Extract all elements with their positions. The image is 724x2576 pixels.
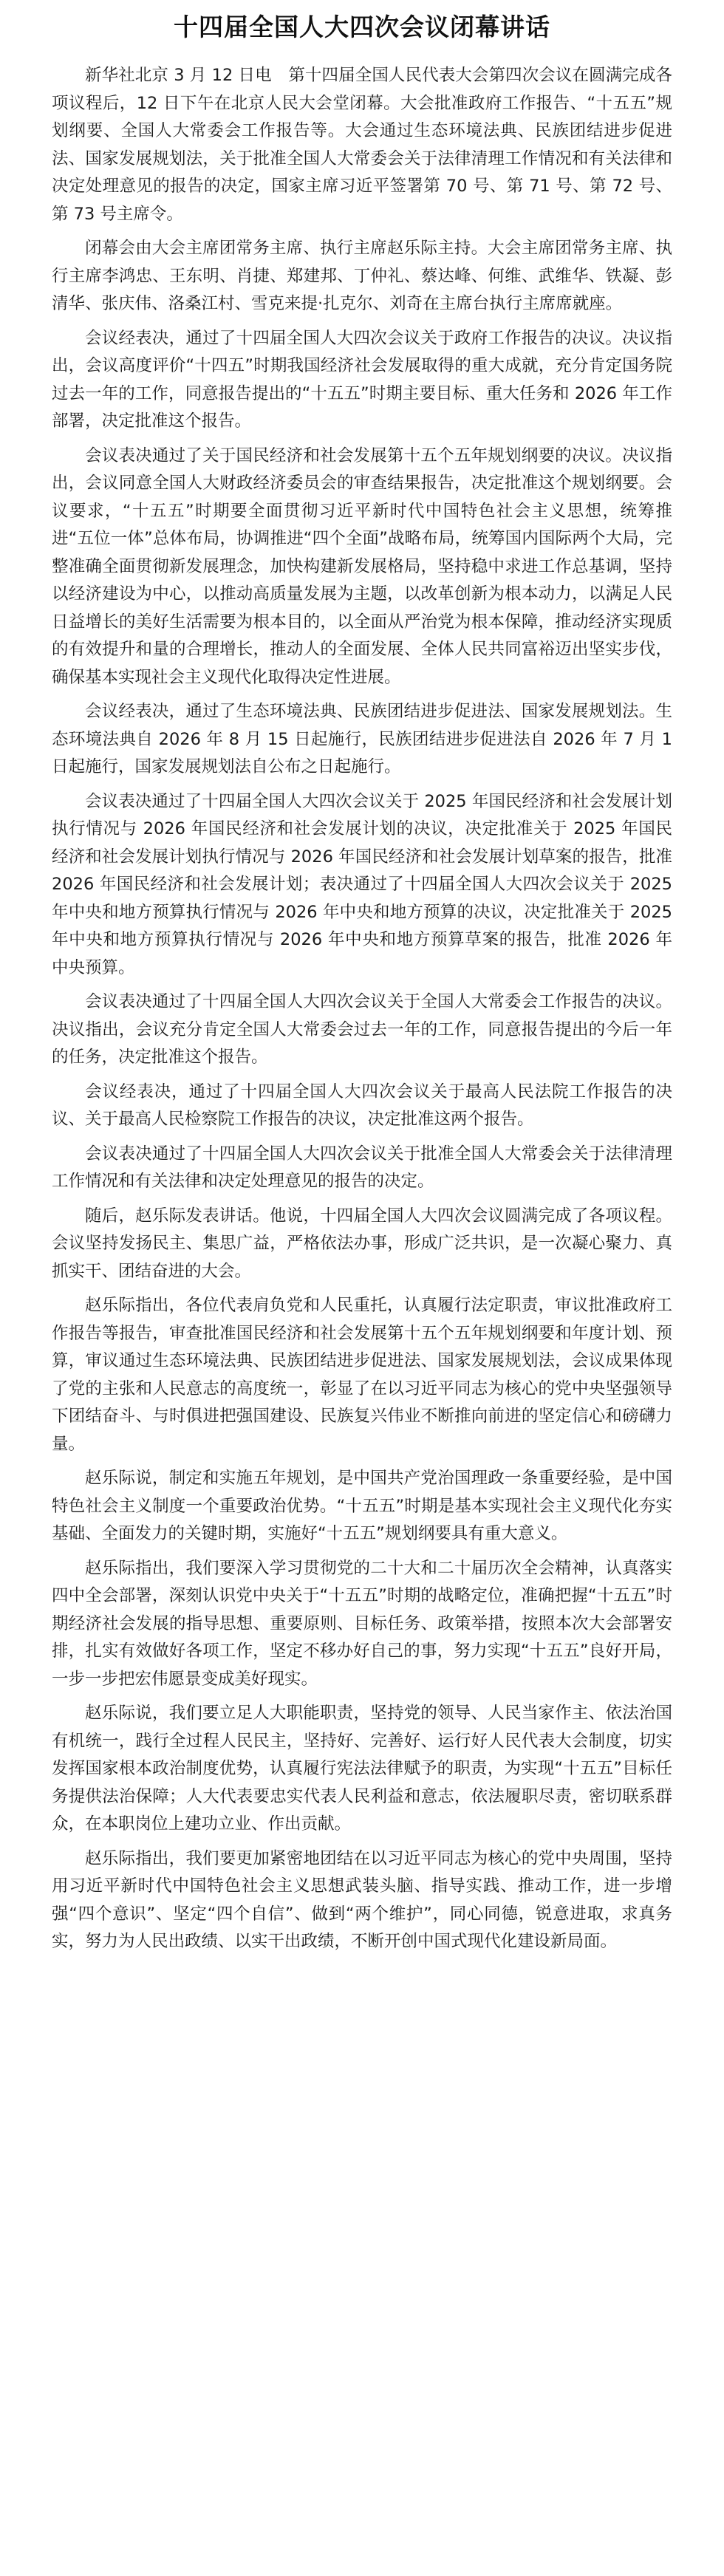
article-paragraph: 会议经表决，通过了生态环境法典、民族团结进步促进法、国家发展规划法。生态环境法典自 2026 年 8 月 15 日起施行，民族团结进步促进法自 2026 年 7 月 1 日起施行，国家发展规划法自公布之日起施行。 (52, 702, 672, 776)
article-paragraph: 赵乐际指出，各位代表肩负党和人民重托，认真履行法定职责，审议批准政府工作报告等报告，审查批准国民经济和社会发展第十五个五年规划纲要和年度计划、预算，审议通过生态环境法典、民族团结进步促进法、国家发展规划法，会议成果体现了党的主张和人民意志的高度统一，彰显了在以习近平同志为核心的党中央坚强领导下团结奋斗、与时俱进把强国建设、民族复兴伟业不断推向前进的坚定信心和磅礴力量。 (52, 1296, 672, 1454)
article-paragraph: 赵乐际指出，我们要深入学习贯彻党的二十大和二十届历次全会精神，认真落实四中全会部署，深刻认识党中央关于“十五五”时期的战略定位，准确把握“十五五”时期经济社会发展的指导思想、重要原则、目标任务、政策举措，按照本次大会部署安排，扎实有效做好各项工作，坚定不移办好自己的事，努力实现“十五五”良好开局，一步一步把宏伟愿景变成美好现实。 (52, 1558, 672, 1689)
article-paragraph: 会议表决通过了十四届全国人大四次会议关于 2025 年国民经济和社会发展计划执行情况与 2026 年国民经济和社会发展计划的决议，决定批准关于 2025 年国民经济和社会发展计划执行情况与 2026 年国民经济和社会发展计划草案的报告，批准 2026 年国民经济和社会发展计划；表决通过了十四届全国人大四次会议关于 2025 年中央和地方预算执行情况与 2026 年中央和地方预算的决议，决定批准关于 2025 年中央和地方预算执行情况与 2026 年中央和地方预算草案的报告，批准 2026 年中央预算。 (52, 791, 672, 977)
article-paragraph: 会议表决通过了关于国民经济和社会发展第十五个五年规划纲要的决议。决议指出，会议同意全国人大财政经济委员会的审查结果报告，决定批准这个规划纲要。会议要求，“十五五”时期要全面贯彻习近平新时代中国特色社会主义思想，统筹推进“五位一体”总体布局，协调推进“四个全面”战略布局，统筹国内国际两个大局，完整准确全面贯彻新发展理念，加快构建新发展格局，坚持稳中求进工作总基调，坚持以经济建设为中心，以推动高质量发展为主题，以改革创新为根本动力，以满足人民日益增长的美好生活需要为根本目的，以全面从严治党为根本保障，推动经济实现质的有效提升和量的合理增长，推动人的全面发展、全体人民共同富裕迈出坚实步伐，确保基本实现社会主义现代化取得决定性进展。 (52, 445, 672, 687)
article-paragraph: 会议表决通过了十四届全国人大四次会议关于批准全国人大常委会关于法律清理工作情况和有关法律和决定处理意见的报告的决定。 (52, 1144, 672, 1191)
article-paragraph: 随后，赵乐际发表讲话。他说，十四届全国人大四次会议圆满完成了各项议程。会议坚持发扬民主、集思广益，严格依法办事，形成广泛共识，是一次凝心聚力、真抓实干、团结奋进的大会。 (52, 1206, 672, 1281)
article-paragraph: 会议经表决，通过了十四届全国人大四次会议关于政府工作报告的决议。决议指出，会议高度评价“十四五”时期我国经济社会发展取得的重大成就，充分肯定国务院过去一年的工作，同意报告提出的“十五五”时期主要目标、重大任务和 2026 年工作部署，决定批准这个报告。 (52, 328, 672, 431)
article-paragraph: 赵乐际说，制定和实施五年规划，是中国共产党治国理政一条重要经验，是中国特色社会主义制度一个重要政治优势。“十五五”时期是基本实现社会主义现代化夯实基础、全面发力的关键时期，实施好“十五五”规划纲要具有重大意义。 (52, 1469, 672, 1543)
article-paragraph: 赵乐际指出，我们要更加紧密地团结在以习近平同志为核心的党中央周围，坚持用习近平新时代中国特色社会主义思想武装头脑、指导实践、推动工作，进一步增强“四个意识”、坚定“四个自信”、做到“两个维护”，同心同德，锐意进取，求真务实，努力为人民出政绩、以实干出政绩，不断开创中国式现代化建设新局面。 (52, 1848, 672, 1951)
article-paragraph: 会议表决通过了十四届全国人大四次会议关于全国人大常委会工作报告的决议。决议指出，会议充分肯定全国人大常委会过去一年的工作，同意报告提出的今后一年的任务，决定批准这个报告。 (52, 992, 672, 1067)
article-paragraph: 新华社北京 3 月 12 日电 第十四届全国人民代表大会第四次会议在圆满完成各项议程后，12 日下午在北京人民大会堂闭幕。大会批准政府工作报告、“十五五”规划纲要、全国人大常委会工作报告等。大会通过生态环境法典、民族团结进步促进法、国家发展规划法，关于批准全国人大常委会关于法律清理工作情况和有关法律和决定处理意见的报告的决定，国家主席习近平签署第 70 号、第 71 号、第 72 号、第 73 号主席令。 (52, 66, 672, 224)
article-title: 十四届全国人大四次会议闭幕讲话 (174, 13, 550, 41)
article-body (52, 62, 672, 1956)
article-paragraph: 闭幕会由大会主席团常务主席、执行主席赵乐际主持。大会主席团常务主席、执行主席李鸿忠、王东明、肖捷、郑建邦、丁仲礼、蔡达峰、何维、武维华、铁凝、彭清华、张庆伟、洛桑江村、雪克来提·扎克尔、刘奇在主席台执行主席席就座。 (52, 239, 672, 313)
article-paragraph: 赵乐际说，我们要立足人大职能职责，坚持党的领导、人民当家作主、依法治国有机统一，践行全过程人民民主，坚持好、完善好、运行好人民代表大会制度，切实发挥国家根本政治制度优势，认真履行宪法法律赋予的职责，为实现“十五五”目标任务提供法治保障；人大代表要忠实代表人民利益和意志，依法履职尽责，密切联系群众，在本职岗位上建功立业、作出贡献。 (52, 1704, 672, 1834)
article-paragraph: 会议经表决，通过了十四届全国人大四次会议关于最高人民法院工作报告的决议、关于最高人民检察院工作报告的决议，决定批准这两个报告。 (52, 1082, 672, 1129)
